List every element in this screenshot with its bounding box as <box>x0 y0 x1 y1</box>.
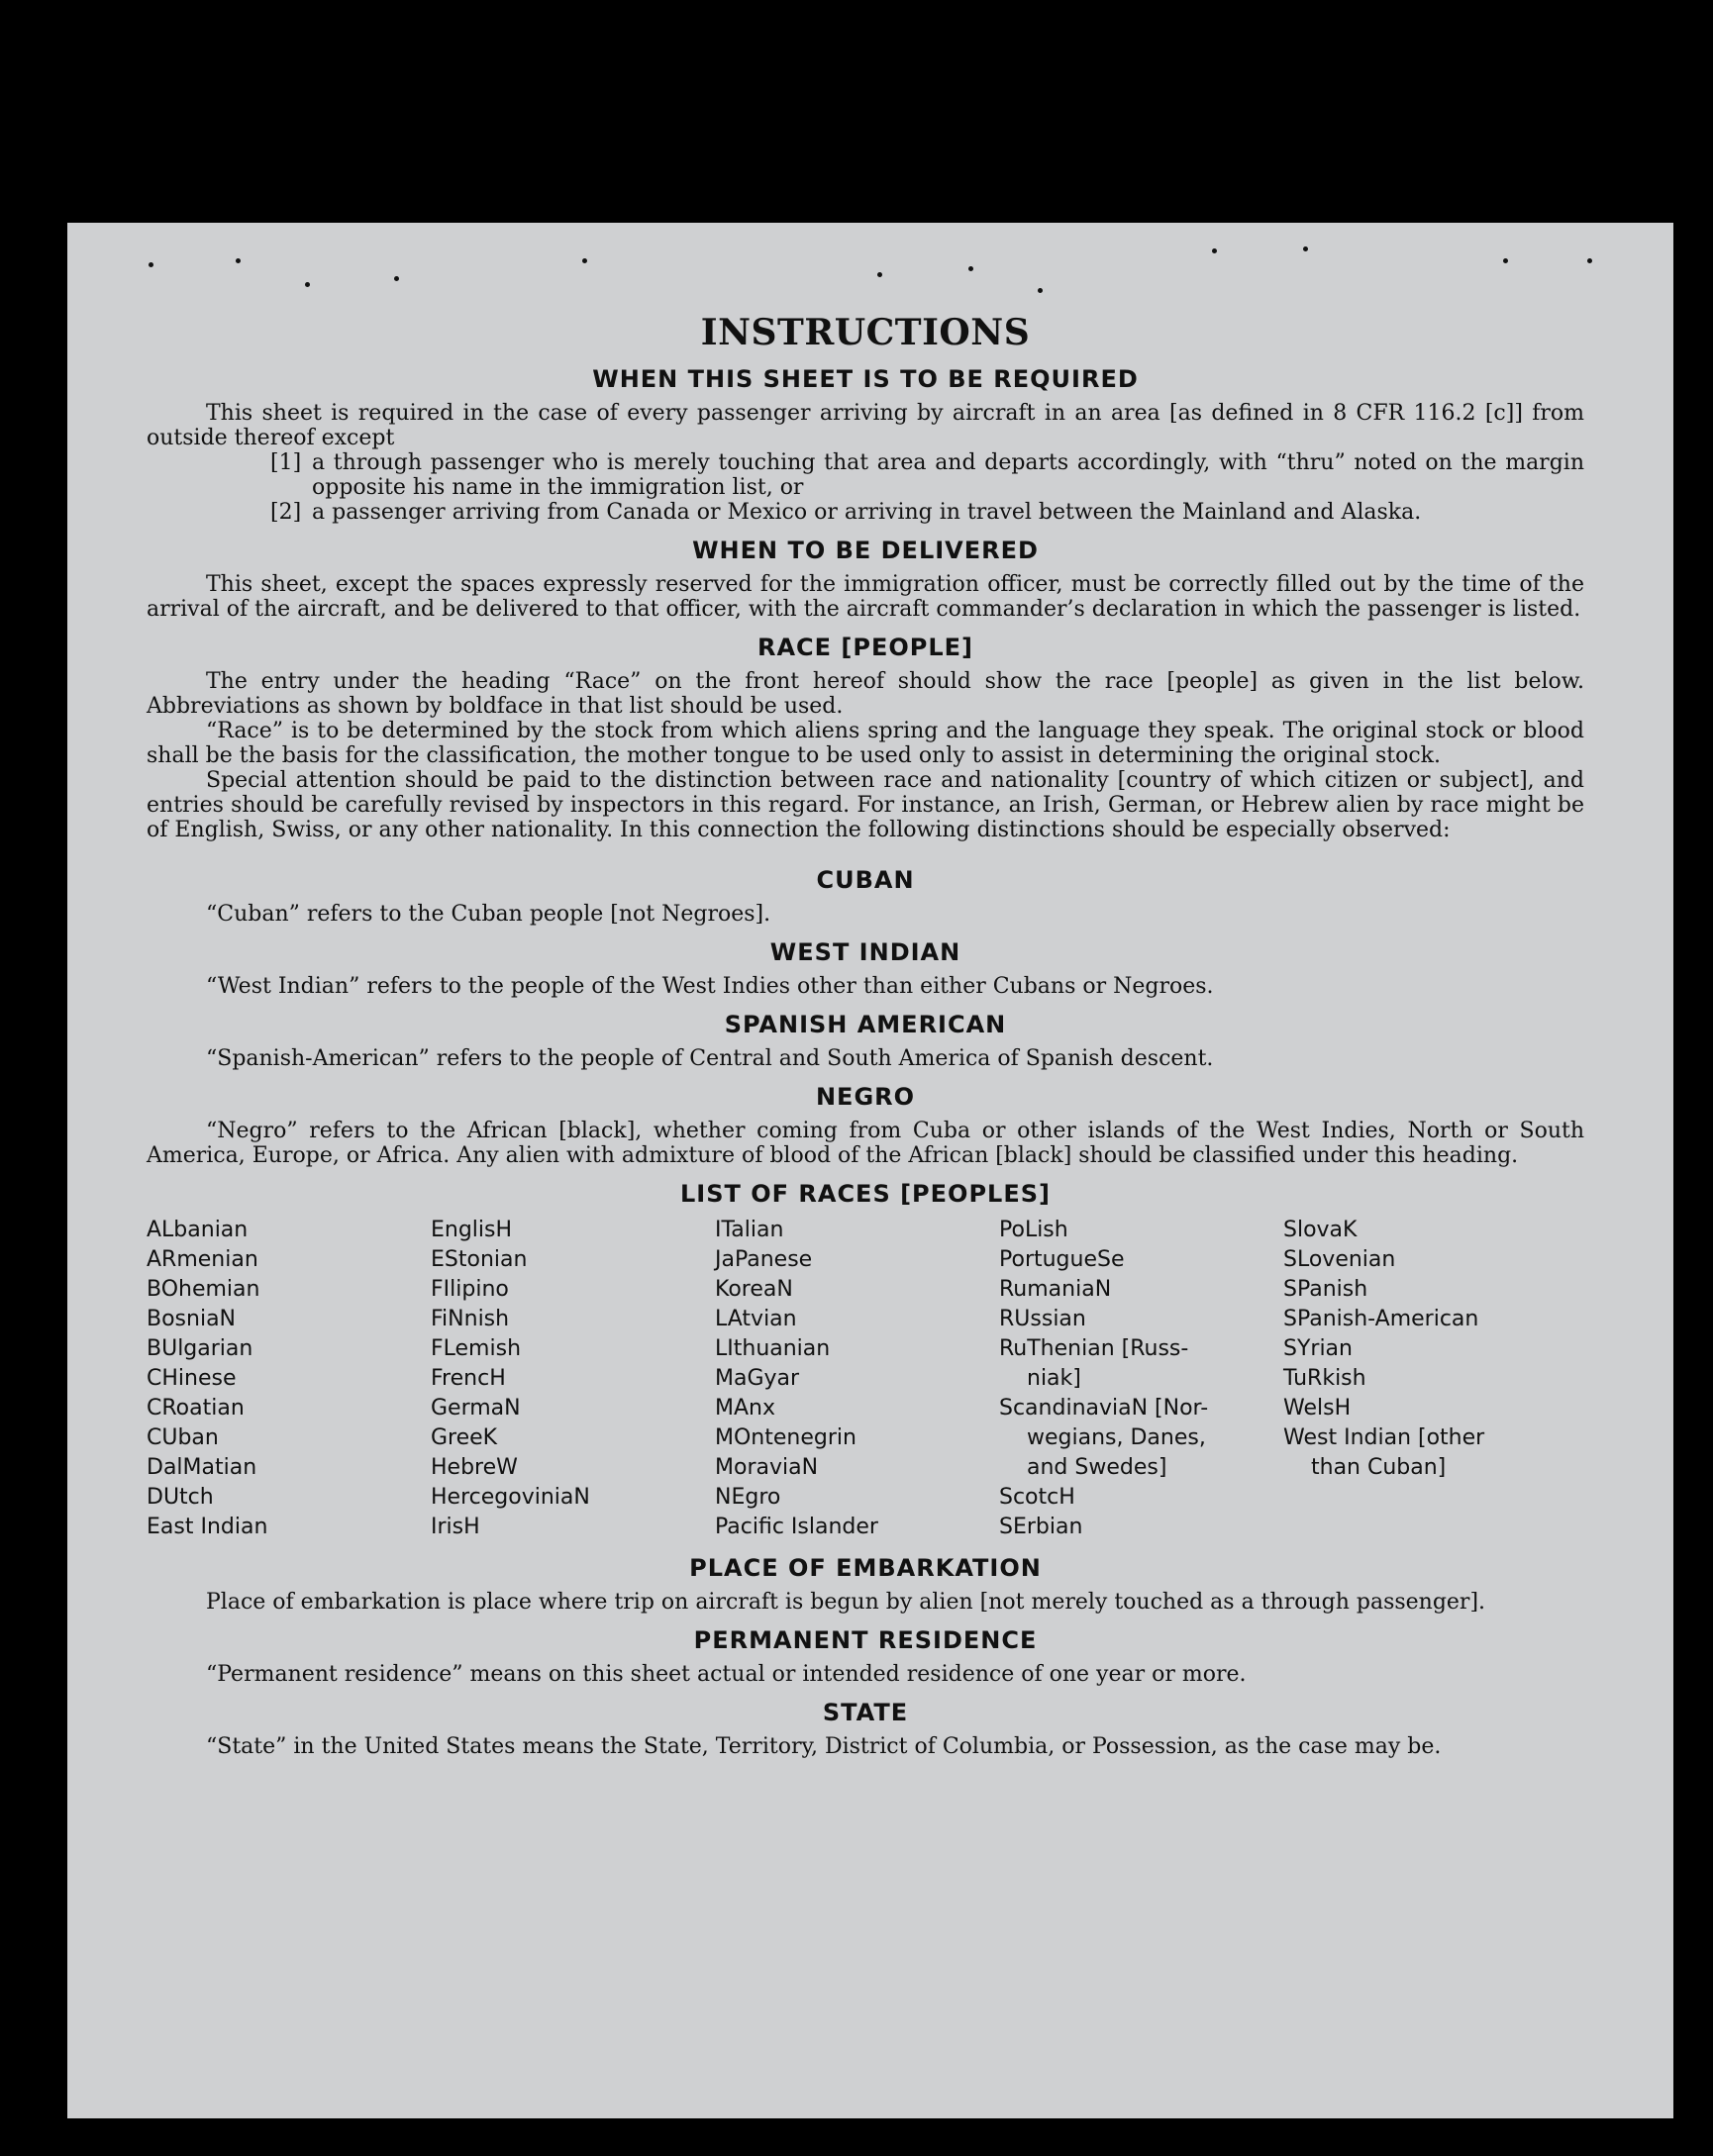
race-column <box>715 1216 999 1542</box>
heading-spanish-american: SPANISH AMERICAN <box>724 1011 1007 1038</box>
speck <box>968 266 973 271</box>
race-entry: East Indian <box>147 1515 268 1539</box>
race-entry: HercegoviniaN <box>431 1485 590 1510</box>
race-entry: wegians, Danes, <box>1027 1425 1206 1450</box>
race-column <box>147 1216 431 1542</box>
race-entry: SPanish <box>1283 1277 1368 1302</box>
speck <box>1038 288 1043 293</box>
item-number: [1] <box>270 450 302 475</box>
race-entry: MAnx <box>715 1396 775 1421</box>
race-entry: EStonian <box>431 1247 528 1272</box>
page-title: INSTRUCTIONS <box>700 312 1031 353</box>
delivered-text: This sheet, except the spaces expressly reserved for the immigration officer, must be correctly filled out by the time of the arrival of the aircraft, and be delivered to that officer, with the aircraft commander’s declaration in which the passenger is listed. <box>147 572 1584 622</box>
race-entry: CHinese <box>147 1366 237 1391</box>
race-entry: MaGyar <box>715 1366 800 1391</box>
race-entry: Pacific Islander <box>715 1515 878 1539</box>
heading-delivered: WHEN TO BE DELIVERED <box>692 537 1039 564</box>
race-entry: BosniaN <box>147 1307 237 1331</box>
speck <box>305 282 310 287</box>
race-entry: GermaN <box>431 1396 521 1421</box>
race-entry: ScotcH <box>999 1485 1075 1510</box>
race-list <box>147 1216 1584 1542</box>
cuban-text: “Cuban” refers to the Cuban people [not Negroes]. <box>206 902 771 927</box>
race-paragraph: “Race” is to be determined by the stock from which aliens spring and the language they speak. The original stock or blood shall be the basis for the classification, the mother tongue to be used only to assist in determining the original stock. <box>147 719 1584 768</box>
race-entry: DUtch <box>147 1485 214 1510</box>
race-entry: CUban <box>147 1425 219 1450</box>
required-item <box>270 500 1584 525</box>
race-entry: MoraviaN <box>715 1455 819 1480</box>
race-entry: niak] <box>1027 1366 1081 1391</box>
heading-race: RACE [PEOPLE] <box>756 634 974 661</box>
embarkation-text: Place of embarkation is place where trip on aircraft is begun by alien [not merely touched as a through passenger]. <box>206 1590 1486 1615</box>
required-intro: This sheet is required in the case of every passenger arriving by aircraft in an area [as defined in 8 CFR 116.2 [c]] from outside thereof except <box>147 401 1584 450</box>
heading-state: STATE <box>822 1699 909 1726</box>
race-entry: SlovaK <box>1283 1218 1358 1242</box>
speck <box>1303 246 1308 251</box>
race-entry: WelsH <box>1283 1396 1352 1421</box>
heading-list-of-races: LIST OF RACES [PEOPLES] <box>680 1180 1051 1208</box>
speck <box>394 276 399 281</box>
residence-text: “Permanent residence” means on this sheet actual or intended residence of one year or more. <box>206 1662 1247 1687</box>
item-text: a passenger arriving from Canada or Mexico or arriving in travel between the Mainland and Alaska. <box>312 500 1422 525</box>
race-entry: ARmenian <box>147 1247 258 1272</box>
race-entry: IrisH <box>431 1515 480 1539</box>
race-entry: NEgro <box>715 1485 781 1510</box>
race-entry: LAtvian <box>715 1307 797 1331</box>
race-paragraph: The entry under the heading “Race” on the front hereof should show the race [people] as given in the list below. Abbreviations as shown by boldface in that list should be used. <box>147 669 1584 719</box>
race-entry: EnglisH <box>431 1218 513 1242</box>
spanish-american-text: “Spanish-American” refers to the people of Central and South America of Spanish descent. <box>206 1046 1214 1071</box>
race-entry: PortugueSe <box>999 1247 1125 1272</box>
speck <box>149 262 153 267</box>
race-entry: and Swedes] <box>1027 1455 1167 1480</box>
race-entry: SYrian <box>1283 1336 1353 1361</box>
race-paragraph: Special attention should be paid to the distinction between race and nationality [country of which citizen or subject], and entries should be carefully revised by inspectors in this regard. For instance, an Irish, German, or Hebrew alien by race might be of English, Swiss, or any other nationality. In this connection the following distinctions should be especially observed: <box>147 768 1584 842</box>
race-entry: TuRkish <box>1283 1366 1366 1391</box>
instructions-content <box>147 312 1584 1759</box>
race-entry: SLovenian <box>1283 1247 1396 1272</box>
state-text: “State” in the United States means the State, Territory, District of Columbia, or Possession, as the case may be. <box>206 1734 1442 1759</box>
race-entry: ALbanian <box>147 1218 249 1242</box>
heading-west-indian: WEST INDIAN <box>769 938 961 966</box>
race-entry: FLemish <box>431 1336 522 1361</box>
speck <box>877 272 882 277</box>
west-indian-text: “West Indian” refers to the people of the West Indies other than either Cubans or Negroes. <box>206 974 1214 999</box>
speck <box>1212 248 1217 253</box>
speck <box>582 258 587 263</box>
heading-residence: PERMANENT RESIDENCE <box>693 1626 1038 1654</box>
race-entry: than Cuban] <box>1311 1455 1447 1480</box>
race-column <box>999 1216 1283 1542</box>
race-entry: LIthuanian <box>715 1336 831 1361</box>
race-entry: KoreaN <box>715 1277 793 1302</box>
race-entry: FrencH <box>431 1366 506 1391</box>
speck <box>1587 258 1592 263</box>
race-entry: MOntenegrin <box>715 1425 856 1450</box>
required-item <box>270 450 1584 500</box>
race-entry: BUlgarian <box>147 1336 253 1361</box>
race-entry: SErbian <box>999 1515 1083 1539</box>
heading-required: WHEN THIS SHEET IS TO BE REQUIRED <box>592 365 1139 393</box>
speck <box>1503 258 1508 263</box>
race-entry: HebreW <box>431 1455 518 1480</box>
race-column <box>431 1216 715 1542</box>
heading-negro: NEGRO <box>815 1083 916 1111</box>
race-entry: PoLish <box>999 1218 1068 1242</box>
speck <box>236 258 241 263</box>
heading-embarkation: PLACE OF EMBARKATION <box>689 1554 1042 1582</box>
negro-text: “Negro” refers to the African [black], whether coming from Cuba or other islands of the West Indies, North or South America, Europe, or Africa. Any alien with admixture of blood of the African [black] should be classified under this heading. <box>147 1119 1584 1168</box>
race-entry: GreeK <box>431 1425 498 1450</box>
race-entry: RUssian <box>999 1307 1086 1331</box>
race-entry: West Indian [other <box>1283 1425 1485 1450</box>
race-entry: RuThenian [Russ- <box>999 1336 1189 1361</box>
race-entry: ITalian <box>715 1218 784 1242</box>
race-entry: CRoatian <box>147 1396 245 1421</box>
race-entry: FIlipino <box>431 1277 509 1302</box>
item-text: a through passenger who is merely touching that area and departs accordingly, with “thru” noted on the margin opposite his name in the immigration list, or <box>312 450 1584 500</box>
item-number: [2] <box>270 500 302 525</box>
race-entry: RumaniaN <box>999 1277 1112 1302</box>
document-sheet <box>67 223 1673 2118</box>
race-entry: FiNnish <box>431 1307 510 1331</box>
race-entry: DalMatian <box>147 1455 257 1480</box>
race-entry: SPanish-American <box>1283 1307 1479 1331</box>
race-entry: ScandinaviaN [Nor- <box>999 1396 1209 1421</box>
heading-cuban: CUBAN <box>816 866 915 894</box>
race-entry: JaPanese <box>715 1247 813 1272</box>
race-entry: BOhemian <box>147 1277 260 1302</box>
race-column <box>1283 1216 1567 1542</box>
